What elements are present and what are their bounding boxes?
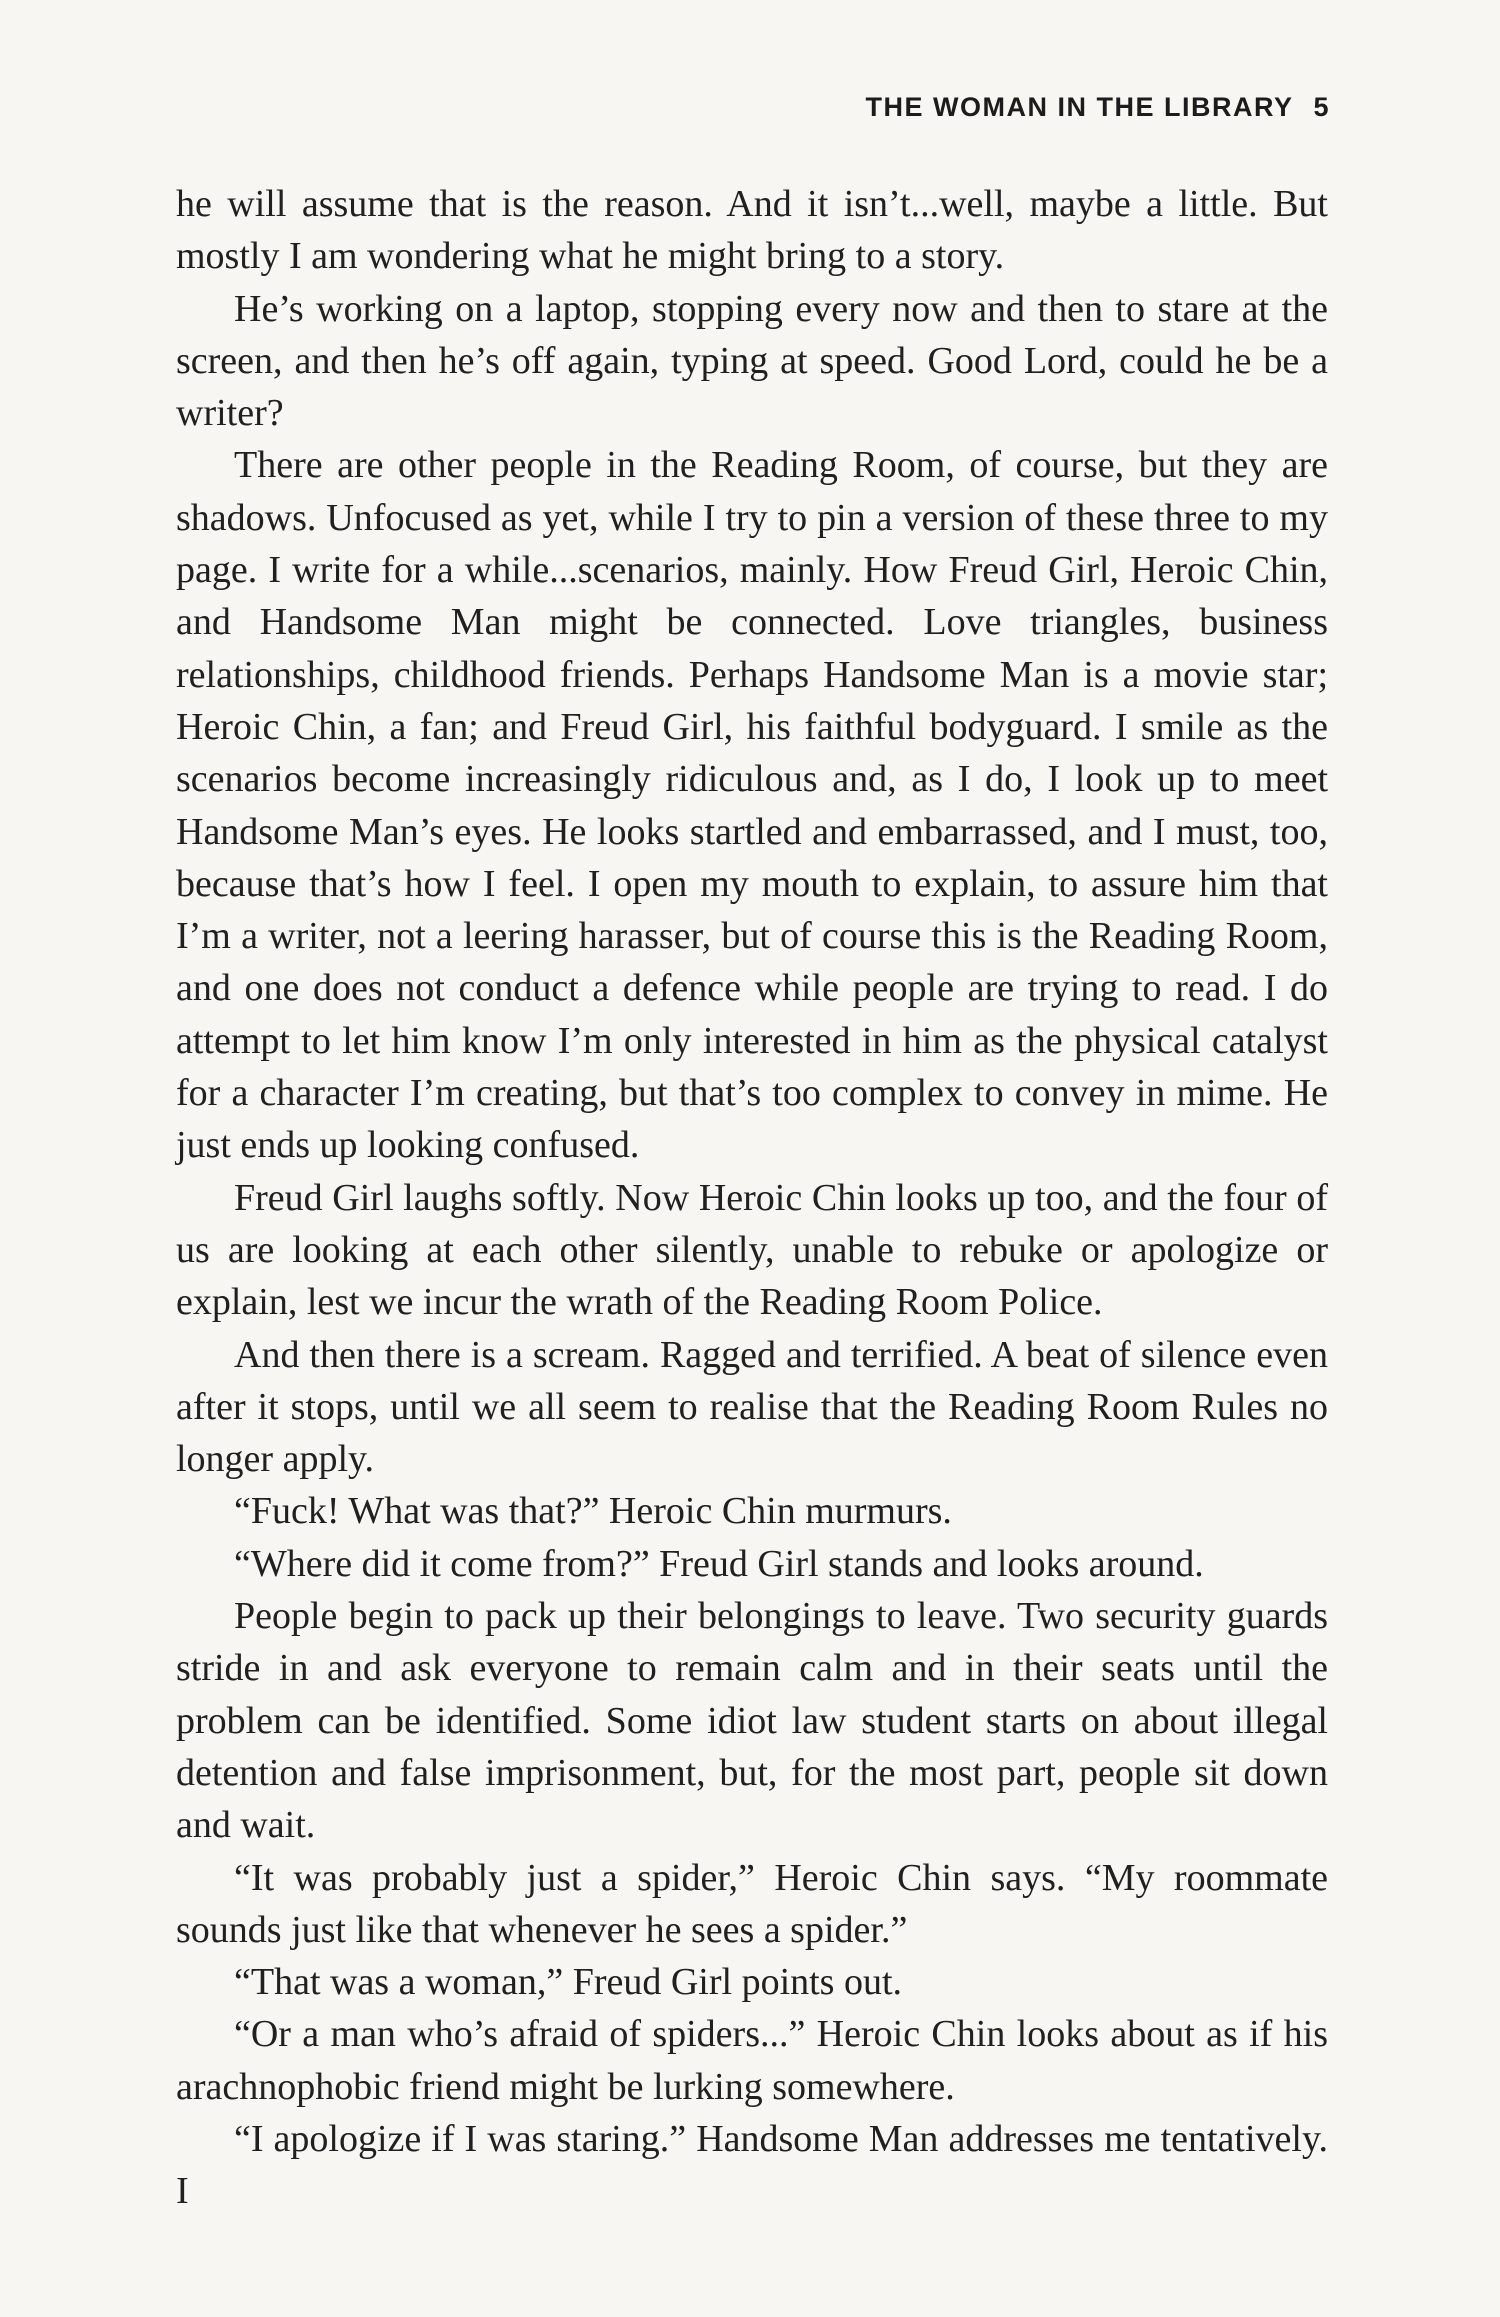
paragraph: “That was a woman,” Freud Girl points out.: [234, 1961, 903, 2004]
paragraph: “Fuck! What was that?” Heroic Chin murmurs.: [234, 1490, 952, 1533]
paragraph: “Or a man who’s afraid of spiders...” Heroic Chin looks about as if his arachnophobic friend might be lurking somewhere.: [176, 2013, 1328, 2108]
page-number: 5: [1313, 92, 1330, 122]
paragraph: “Where did it come from?” Freud Girl stands and looks around.: [234, 1542, 1204, 1585]
running-header: [865, 92, 1330, 123]
paragraph: Freud Girl laughs softly. Now Heroic Chin looks up too, and the four of us are looking at each other silently, unable to rebuke or apologize or explain, lest we incur the wrath of the Reading Room Police.: [176, 1176, 1328, 1324]
body-text: [176, 178, 1328, 2218]
paragraph: And then there is a scream. Ragged and terrified. A beat of silence even after it stops, until we all seem to realise that the Reading Room Rules no longer apply.: [176, 1333, 1328, 1481]
book-title: THE WOMAN IN THE LIBRARY: [865, 92, 1294, 122]
paragraph: He’s working on a laptop, stopping every now and then to stare at the screen, and then he’s off again, typing at speed. Good Lord, could he be a writer?: [176, 287, 1328, 435]
paragraph: he will assume that is the reason. And it isn’t...well, maybe a little. But mostly I am wondering what he might bring to a story.: [176, 183, 1328, 278]
paragraph: People begin to pack up their belongings to leave. Two security guards stride in and ask everyone to remain calm and in their seats until the problem can be identified. Some idiot law student starts on about illegal detention and false imprisonment, but, for the most part, people sit down and wait.: [176, 1595, 1328, 1847]
paragraph: There are other people in the Reading Room, of course, but they are shadows. Unfocused as yet, while I try to pin a version of these three to my page. I write for a while...scenarios, mainly. How Freud Girl, Heroic Chin, and Handsome Man might be connected. Love triangles, business relationships, childhood friends. Perhaps Handsome Man is a movie star; Heroic Chin, a fan; and Freud Girl, his faithful bodyguard. I smile as the scenarios become increasingly ridiculous and, as I do, I look up to meet Handsome Man’s eyes. He looks startled and embarrassed, and I must, too, because that’s how I feel. I open my mouth to explain, to assure him that I’m a writer, not a leering harasser, but of course this is the Reading Room, and one does not conduct a defence while people are trying to read. I do attempt to let him know I’m only interested in him as the physical catalyst for a character I’m creating, but that’s too complex to convey in mime. He just ends up looking confused.: [176, 444, 1328, 1167]
paragraph: “It was probably just a spider,” Heroic Chin says. “My roommate sounds just like that whenever he sees a spider.”: [176, 1856, 1328, 1951]
paragraph: “I apologize if I was staring.” Handsome Man addresses me tentatively. I: [176, 2117, 1328, 2213]
